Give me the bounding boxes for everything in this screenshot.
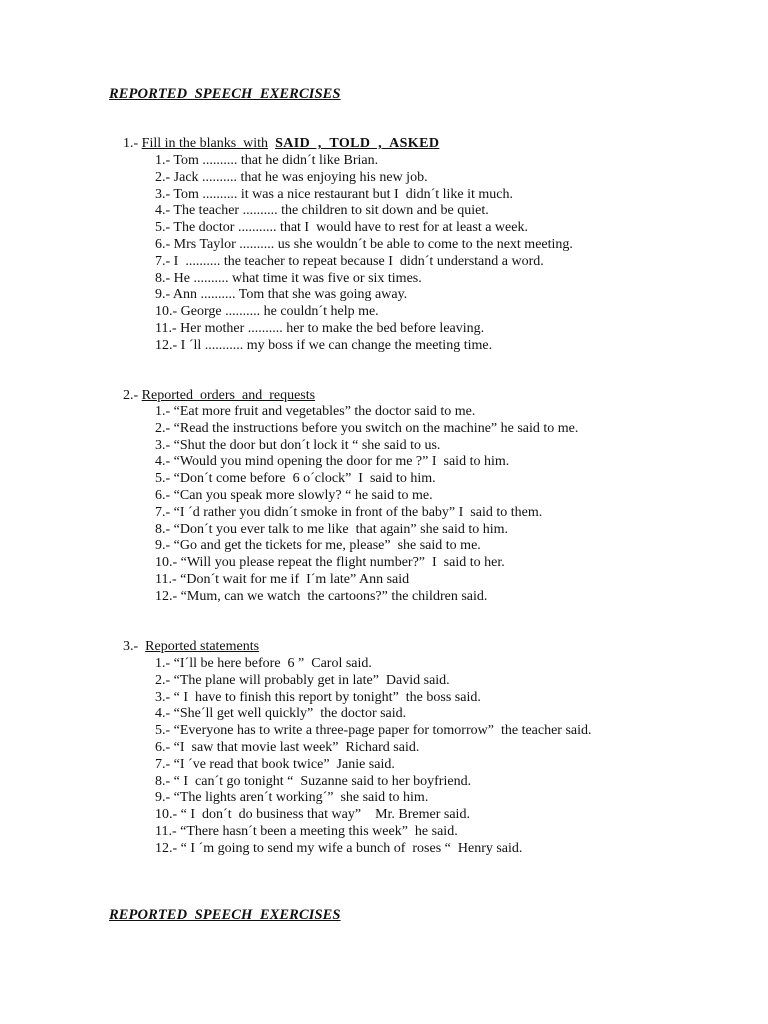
list-item: 11.- Her mother .......... her to make the bed before leaving. [155,320,485,336]
section-1-word-list: SAID , TOLD , ASKED [275,136,440,151]
section-1-title: Fill in the blanks with [141,136,269,151]
list-item: 3.- Tom .......... it was a nice restaurant but I didn´t like it much. [155,186,514,202]
list-item: 11.- “Don´t wait for me if I´m late” Ann said [155,571,410,587]
list-item: 7.- “I ´d rather you didn´t smoke in front of the baby” I said to them. [155,504,543,520]
section-2-list [155,404,578,606]
list-item: 6.- Mrs Taylor .......... us she wouldn´t be able to come to the next meeting. [155,236,573,252]
page-title: REPORTED SPEECH EXERCISES [109,86,341,102]
list-item: 2.- Jack .......... that he was enjoying his new job. [155,169,428,185]
list-item: 10.- George .......... he couldn´t help me. [155,304,379,320]
list-item: 8.- “Don´t you ever talk to me like that again” she said to him. [155,521,509,537]
list-item: 5.- The doctor ........... that I would have to rest for at least a week. [155,220,528,236]
section-3-number: 3.- [123,639,146,654]
section-2-title: Reported orders and requests [141,388,316,403]
list-item: 12.- “Mum, can we watch the cartoons?” the children said. [155,588,488,604]
list-item: 9.- Ann .......... Tom that she was going away. [155,287,408,303]
list-item: 10.- “ I don´t do business that way” Mr. Bremer said. [155,807,470,823]
section-3-title: Reported statements [145,639,260,654]
list-item: 12.- “ I ´m going to send my wife a bunch of roses “ Henry said. [155,840,523,856]
page-title-repeat: REPORTED SPEECH EXERCISES [109,907,341,923]
list-item: 6.- “I saw that movie last week” Richard said. [155,739,420,755]
list-item: 9.- “Go and get the tickets for me, please” she said to me. [155,538,481,554]
list-item: 3.- “ I have to finish this report by tonight” the boss said. [155,689,481,705]
list-item: 9.- “The lights aren´t working´” she said to him. [155,790,429,806]
list-item: 4.- “Would you mind opening the door for me ?” I said to him. [155,454,510,470]
list-item: 1.- “I´ll be here before 6 ” Carol said. [155,656,372,671]
list-item: 4.- The teacher .......... the children to sit down and be quiet. [155,203,489,219]
list-item: 4.- “She´ll get well quickly” the doctor said. [155,706,407,722]
section-1-number: 1.- [123,136,142,151]
section-1-list [155,153,573,355]
list-item: 12.- I ´ll ........... my boss if we can change the meeting time. [155,337,493,353]
list-item: 8.- “ I can´t go tonight “ Suzanne said to her boyfriend. [155,773,472,789]
section-3-list [155,656,592,858]
list-item: 1.- Tom .......... that he didn´t like Brian. [155,153,379,168]
list-item: 3.- “Shut the door but don´t lock it “ she said to us. [155,437,441,453]
list-item: 2.- “The plane will probably get in late” David said. [155,672,450,688]
list-item: 10.- “Will you please repeat the flight number?” I said to her. [155,555,505,571]
list-item: 7.- I .......... the teacher to repeat because I didn´t understand a word. [155,253,544,269]
list-item: 11.- “There hasn´t been a meeting this week” he said. [155,823,458,839]
list-item: 5.- “Everyone has to write a three-page paper for tomorrow” the teacher said. [155,723,592,739]
list-item: 5.- “Don´t come before 6 o´clock” I said to him. [155,471,436,487]
list-item: 7.- “I ´ve read that book twice” Janie said. [155,756,395,772]
list-item: 8.- He .......... what time it was five or six times. [155,270,422,286]
list-item: 6.- “Can you speak more slowly? “ he said to me. [155,487,433,503]
list-item: 2.- “Read the instructions before you switch on the machine” he said to me. [155,420,579,436]
list-item: 1.- “Eat more fruit and vegetables” the doctor said to me. [155,404,476,419]
section-2-number: 2.- [123,388,142,403]
